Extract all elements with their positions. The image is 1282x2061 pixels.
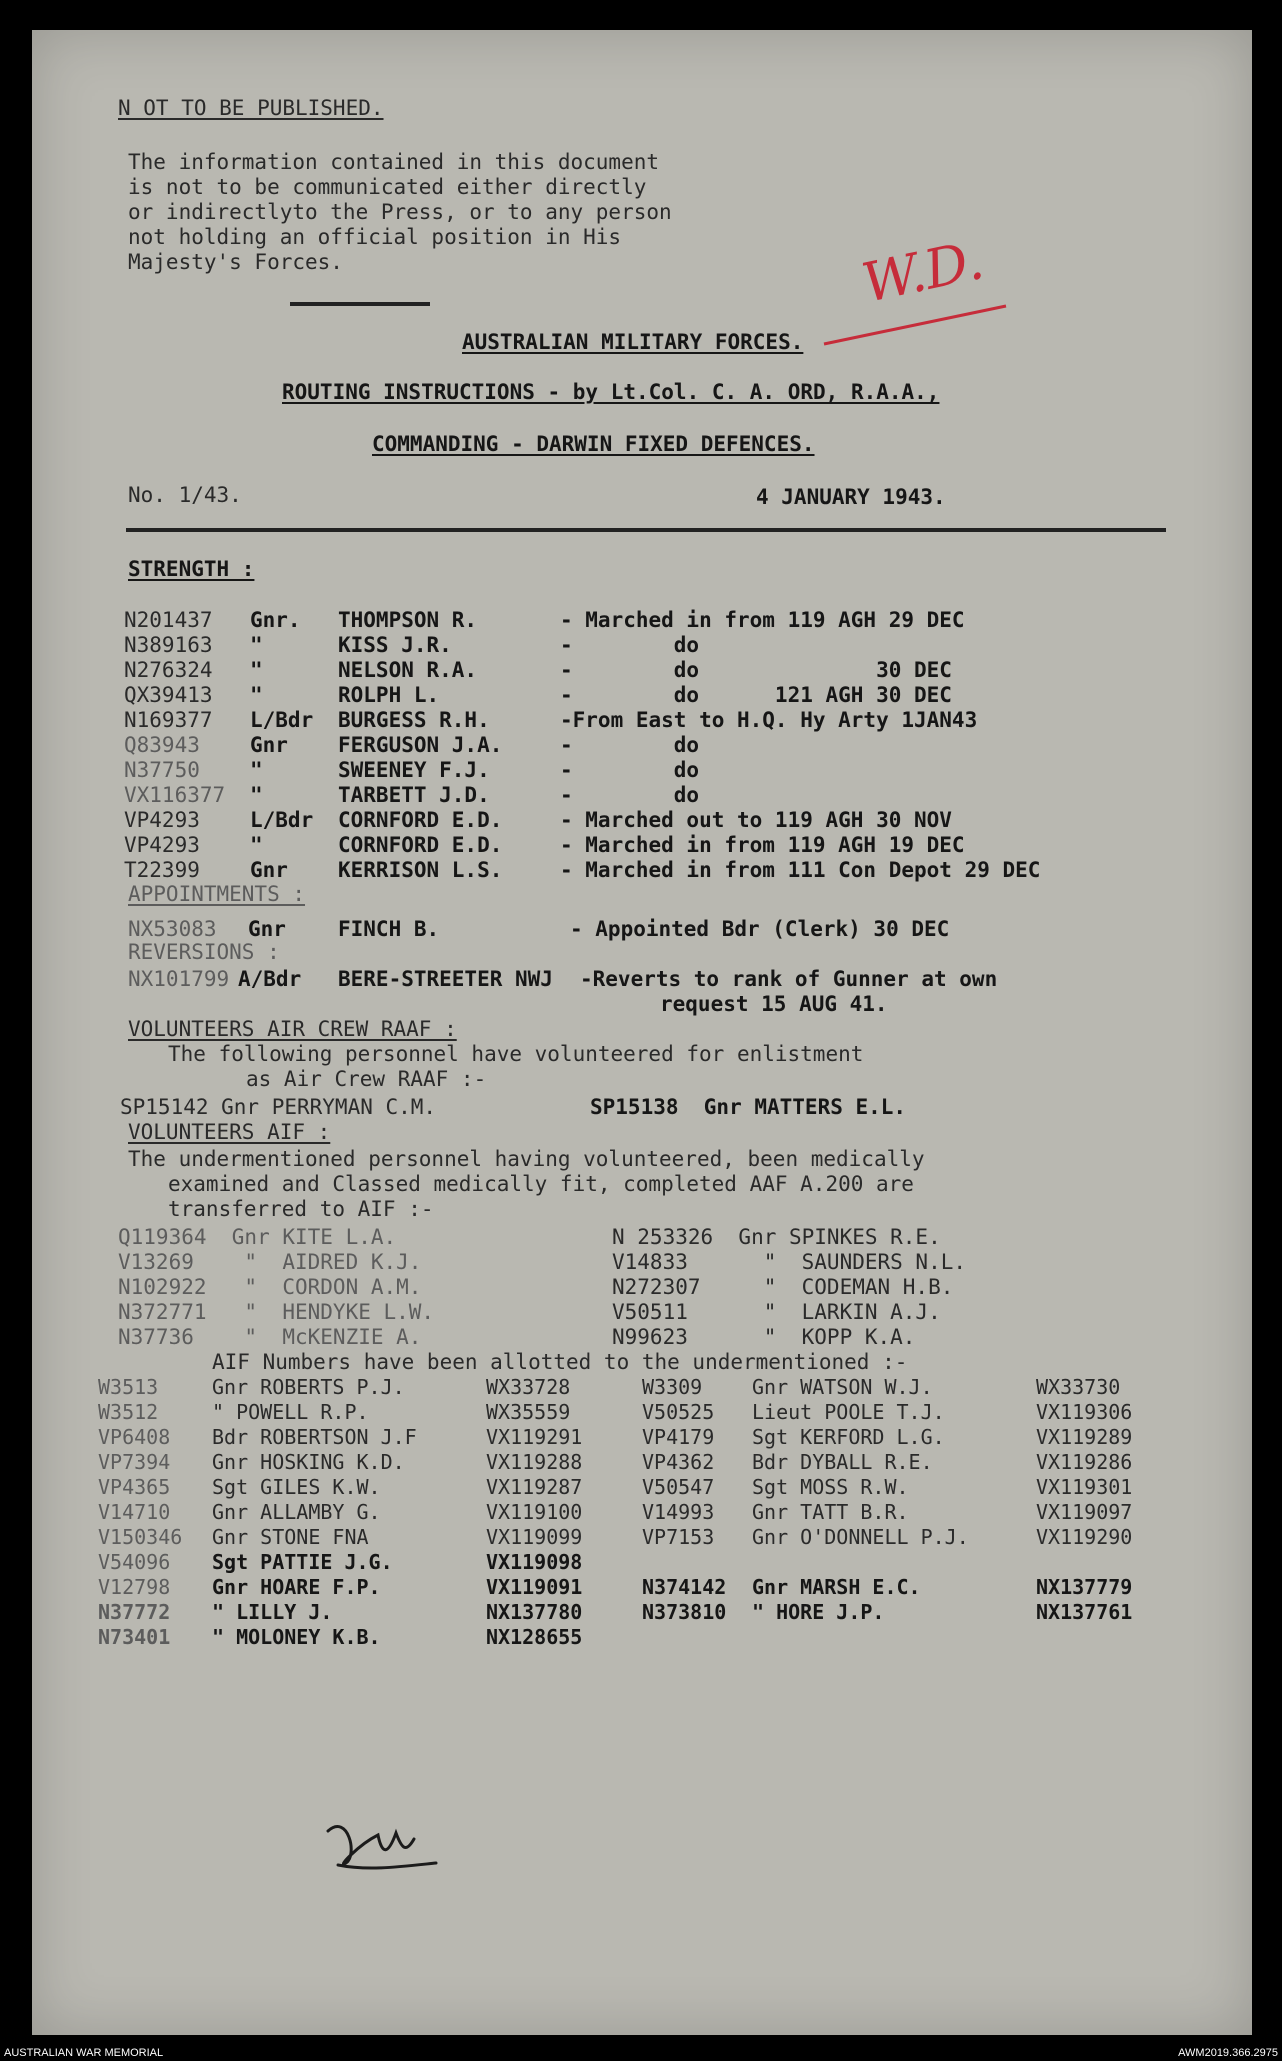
remark: - do 121 AGH 30 DEC (560, 683, 952, 707)
remark: - do 30 DEC (560, 658, 952, 682)
wd-stamp: W.D. (856, 228, 989, 315)
remark: - Marched in from 119 AGH 29 DEC (560, 608, 965, 632)
not-published-notice: N OT TO BE PUBLISHED. (118, 96, 384, 120)
aif-number: VX119098 (486, 1550, 583, 1574)
reversions-heading: REVERSIONS : (128, 940, 280, 964)
service-number: T22399 (124, 858, 200, 882)
aif-number: VX119289 (1036, 1425, 1133, 1449)
aif-volunteer-right: V14833 " SAUNDERS N.L. (612, 1250, 967, 1274)
service-number: N201437 (124, 608, 213, 632)
air-crew-heading: VOLUNTEERS AIR CREW RAAF : (128, 1017, 457, 1041)
rank-name: " POWELL R.P. (212, 1400, 369, 1424)
footer-right: AWM2019.366.2975 (1178, 2047, 1278, 2059)
rank: " (250, 758, 263, 782)
rank-name: " LILLY J. (212, 1600, 333, 1624)
rank: Gnr (250, 858, 288, 882)
aif-volunteer-left: V13269 " AIDRED K.J. (118, 1250, 422, 1274)
rank-name: Bdr ROBERTSON J.F (212, 1425, 417, 1449)
remark: - do (560, 783, 700, 807)
document-number: No. 1/43. (128, 483, 242, 507)
aif-number: VX119291 (486, 1425, 583, 1449)
rank: Gnr. (250, 608, 301, 632)
rank-name: Sgt MOSS R.W. (752, 1475, 909, 1499)
aif-number: VX119091 (486, 1575, 583, 1599)
remark-continued: request 15 AUG 41. (660, 992, 888, 1016)
rank: " (250, 633, 263, 657)
aif-number: NX137779 (1036, 1575, 1133, 1599)
service-number: NX101799 (128, 967, 230, 991)
aif-number: VX119288 (486, 1450, 583, 1474)
person-name: CORNFORD E.D. (338, 808, 503, 832)
service-number: N276324 (124, 658, 213, 682)
old-number: VP7153 (642, 1525, 715, 1549)
rank-name: Sgt KERFORD L.G. (752, 1425, 945, 1449)
aif-heading: VOLUNTEERS AIF : (128, 1120, 331, 1144)
aif-number: VX119100 (486, 1500, 583, 1524)
old-number: VP4179 (642, 1425, 715, 1449)
service-number: QX39413 (124, 683, 213, 707)
old-number: N73401 (98, 1625, 171, 1649)
person-name: FINCH B. (338, 917, 440, 941)
person-name: KISS J.R. (338, 633, 452, 657)
rank-name: Gnr O'DONNELL P.J. (752, 1525, 969, 1549)
remark: - Marched out to 119 AGH 30 NOV (560, 808, 952, 832)
rank-name: Gnr ROBERTS P.J. (212, 1375, 405, 1399)
title-commanding: COMMANDING - DARWIN FIXED DEFENCES. (372, 432, 815, 456)
stamp-underline (820, 300, 1010, 350)
document-date: 4 JANUARY 1943. (756, 485, 946, 509)
person-name: BURGESS R.H. (338, 708, 490, 732)
remark: - do (560, 733, 700, 757)
air-crew-volunteer: SP15138 Gnr MATTERS E.L. (590, 1095, 907, 1119)
rank-name: Gnr HOSKING K.D. (212, 1450, 405, 1474)
short-divider (290, 302, 430, 306)
confidential-line: is not to be communicated either directly (128, 175, 647, 199)
aif-intro: transferred to AIF :- (168, 1197, 434, 1221)
rank-name: Bdr DYBALL R.E. (752, 1450, 933, 1474)
remark: - do (560, 633, 700, 657)
service-number: N169377 (124, 708, 213, 732)
old-number: V54096 (98, 1550, 171, 1574)
aif-number: NX128655 (486, 1625, 583, 1649)
aif-number: WX33730 (1036, 1375, 1121, 1399)
service-number: VP4293 (124, 808, 200, 832)
person-name: SWEENEY F.J. (338, 758, 490, 782)
rank: " (250, 783, 263, 807)
rank-name: Lieut POOLE T.J. (752, 1400, 945, 1424)
aif-number: VX119306 (1036, 1400, 1133, 1424)
old-number: V12798 (98, 1575, 171, 1599)
confidential-line: The information contained in this document (128, 150, 660, 174)
old-number: VP7394 (98, 1450, 171, 1474)
rank: " (250, 658, 263, 682)
strength-heading: STRENGTH : (128, 557, 255, 581)
header-divider (126, 528, 1166, 532)
rank-name: Gnr ALLAMBY G. (212, 1500, 381, 1524)
aif-number: VX119287 (486, 1475, 583, 1499)
signature (318, 1805, 448, 1875)
rank-name: Sgt PATTIE J.G. (212, 1550, 393, 1574)
service-number: VP4293 (124, 833, 200, 857)
service-number: N37750 (124, 758, 200, 782)
rank-name: Gnr STONE FNA (212, 1525, 369, 1549)
old-number: VP6408 (98, 1425, 171, 1449)
aif-number: WX33728 (486, 1375, 571, 1399)
service-number: NX53083 (128, 917, 217, 941)
rank-name: Sgt GILES K.W. (212, 1475, 381, 1499)
appointments-heading: APPOINTMENTS : (128, 882, 306, 906)
title-routing: ROUTING INSTRUCTIONS - by Lt.Col. C. A. ORD, R.A.A., (282, 380, 940, 404)
confidential-line: not holding an official position in His (128, 225, 622, 249)
confidential-line: Majesty's Forces. (128, 250, 343, 274)
person-name: KERRISON L.S. (338, 858, 503, 882)
person-name: CORNFORD E.D. (338, 833, 503, 857)
service-number: VX116377 (124, 783, 226, 807)
person-name: NELSON R.A. (338, 658, 478, 682)
footer-left: AUSTRALIAN WAR MEMORIAL (4, 2047, 164, 2059)
aif-number: NX137780 (486, 1600, 583, 1624)
aif-intro: The undermentioned personnel having volunteered, been medically (128, 1147, 925, 1171)
aif-volunteer-right: N 253326 Gnr SPINKES R.E. (612, 1225, 941, 1249)
person-name: THOMPSON R. (338, 608, 478, 632)
rank-name: Gnr TATT B.R. (752, 1500, 909, 1524)
rank-name: Gnr MARSH E.C. (752, 1575, 921, 1599)
rank-name: " HORE J.P. (752, 1600, 885, 1624)
person-name: ROLPH L. (338, 683, 440, 707)
aif-volunteer-left: N37736 " McKENZIE A. (118, 1325, 422, 1349)
allotment-intro: AIF Numbers have been allotted to the undermentioned :- (212, 1350, 908, 1374)
aif-volunteer-left: N102922 " CORDON A.M. (118, 1275, 422, 1299)
rank: " (250, 683, 263, 707)
rank-name: Gnr WATSON W.J. (752, 1375, 933, 1399)
rank: Gnr (248, 917, 286, 941)
service-number: Q83943 (124, 733, 200, 757)
remark: - Appointed Bdr (Clerk) 30 DEC (570, 917, 950, 941)
aif-volunteer-left: N372771 " HENDYKE L.W. (118, 1300, 435, 1324)
person-name: BERE-STREETER NWJ (338, 967, 553, 991)
old-number: N373810 (642, 1600, 727, 1624)
old-number: W3512 (98, 1400, 159, 1424)
aif-number: WX35559 (486, 1400, 571, 1424)
old-number: V50547 (642, 1475, 715, 1499)
aif-number: VX119097 (1036, 1500, 1133, 1524)
air-crew-intro: The following personnel have volunteered for enlistment (168, 1042, 864, 1066)
old-number: V14710 (98, 1500, 171, 1524)
air-crew-volunteer: SP15142 Gnr PERRYMAN C.M. (120, 1095, 437, 1119)
rank: A/Bdr (238, 967, 302, 991)
rank-name: " MOLONEY K.B. (212, 1625, 381, 1649)
aif-volunteer-right: N99623 " KOPP K.A. (612, 1325, 916, 1349)
aif-volunteer-right: N272307 " CODEMAN H.B. (612, 1275, 954, 1299)
remark: - Marched in from 119 AGH 19 DEC (560, 833, 965, 857)
person-name: FERGUSON J.A. (338, 733, 503, 757)
title-forces: AUSTRALIAN MILITARY FORCES. (462, 330, 804, 354)
person-name: TARBETT J.D. (338, 783, 490, 807)
rank: " (250, 833, 263, 857)
old-number: VP4365 (98, 1475, 171, 1499)
aif-number: VX119099 (486, 1525, 583, 1549)
aif-volunteer-right: V50511 " LARKIN A.J. (612, 1300, 941, 1324)
confidential-line: or indirectlyto the Press, or to any person (128, 200, 672, 224)
rank-name: Gnr HOARE F.P. (212, 1575, 381, 1599)
old-number: V14993 (642, 1500, 715, 1524)
old-number: N37772 (98, 1600, 171, 1624)
remark: -From East to H.Q. Hy Arty 1JAN43 (560, 708, 978, 732)
aif-number: VX119290 (1036, 1525, 1133, 1549)
rank: Gnr (250, 733, 288, 757)
remark: - Marched in from 111 Con Depot 29 DEC (560, 858, 1041, 882)
aif-intro: examined and Classed medically fit, completed AAF A.200 are (168, 1172, 914, 1196)
old-number: W3513 (98, 1375, 159, 1399)
rank: L/Bdr (250, 808, 314, 832)
air-crew-intro: as Air Crew RAAF :- (246, 1067, 487, 1091)
old-number: VP4362 (642, 1450, 715, 1474)
remark: -Reverts to rank of Gunner at own (580, 967, 998, 991)
aif-number: NX137761 (1036, 1600, 1133, 1624)
old-number: N374142 (642, 1575, 727, 1599)
aif-volunteer-left: Q119364 Gnr KITE L.A. (118, 1225, 397, 1249)
aif-number: VX119286 (1036, 1450, 1133, 1474)
old-number: W3309 (642, 1375, 703, 1399)
aif-number: VX119301 (1036, 1475, 1133, 1499)
old-number: V150346 (98, 1525, 183, 1549)
old-number: V50525 (642, 1400, 715, 1424)
rank: L/Bdr (250, 708, 314, 732)
remark: - do (560, 758, 700, 782)
service-number: N389163 (124, 633, 213, 657)
